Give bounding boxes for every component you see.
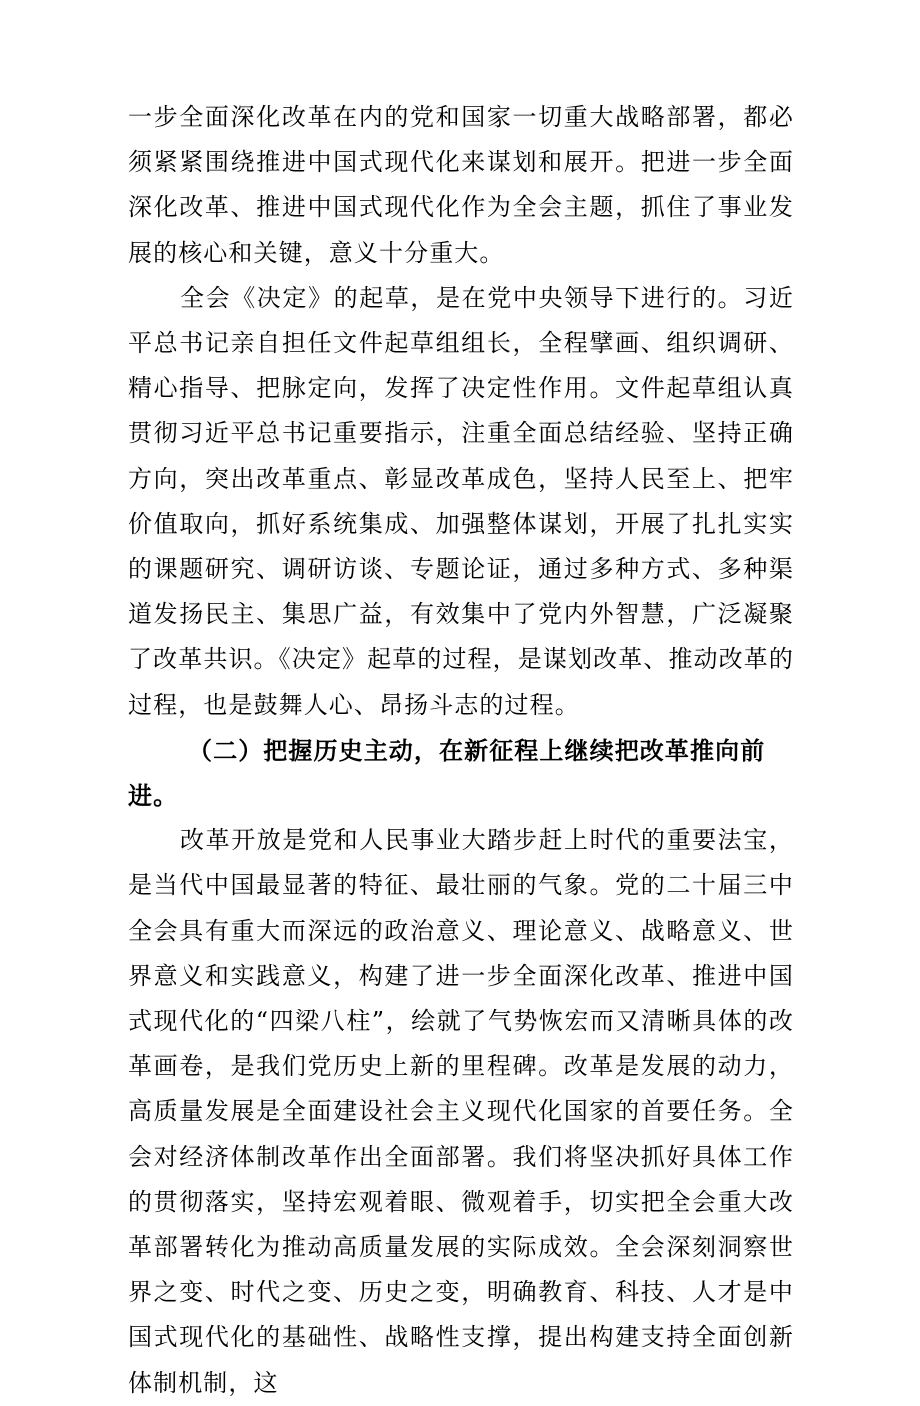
paragraph-reform: 改革开放是党和人民事业大踏步赶上时代的重要法宝，是当代中国最显著的特征、最壮丽的气象。党的二十届三中全会具有重大而深远的政治意义、理论意义、战略意义、世界意义和实践意义，构建了进一步全面深化改革、推进中国式现代化的“四梁八柱”，绘就了气势恢宏而又清晰具体的改革画卷，是我们党历史上新的里程碑。改革是发展的动力，高质量发展是全面建设社会主义现代化国家的首要任务。全会对经济体制改革作出全面部署。我们将坚决抓好具体工作的贯彻落实，坚持宏观着眼、微观着手，切实把全会重大改革部署转化为推动高质量发展的实际成效。全会深刻洞察世界之变、时代之变、历史之变，明确教育、科技、人才是中国式现代化的基础性、战略性支撑，提出构建支持全面创新体制机制，这 (128, 826, 794, 1397)
section-heading: （二）把握历史主动，在新征程上继续把改革推向前进。 (128, 735, 766, 811)
paragraph-drafting: 全会《决定》的起草，是在党中央领导下进行的。习近平总书记亲自担任文件起草组组长，全程擘画、组织调研、精心指导、把脉定向，发挥了决定性作用。文件起草组认真贯彻习近平总书记重要指示，注重全面总结经验、坚持正确方向，突出改革重点、彰显改革成色，坚持人民至上、把牢价值取向，抓好系统集成、加强整体谋划，开展了扎扎实实的课题研究、调研访谈、专题论证，通过多种方式、多种渠道发扬民主、集思广益，有效集中了党内外智慧，广泛凝聚了改革共识。《决定》起草的过程，是谋划改革、推动改革的过程，也是鼓舞人心、昂扬斗志的过程。 (128, 283, 794, 719)
document-body (128, 95, 794, 1406)
paragraph-continuation: 一步全面深化改革在内的党和国家一切重大战略部署，都必须紧紧围绕推进中国式现代化来谋划和展开。把进一步全面深化改革、推进中国式现代化作为全会主题，抓住了事业发展的核心和关键，意义十分重大。 (128, 103, 794, 267)
